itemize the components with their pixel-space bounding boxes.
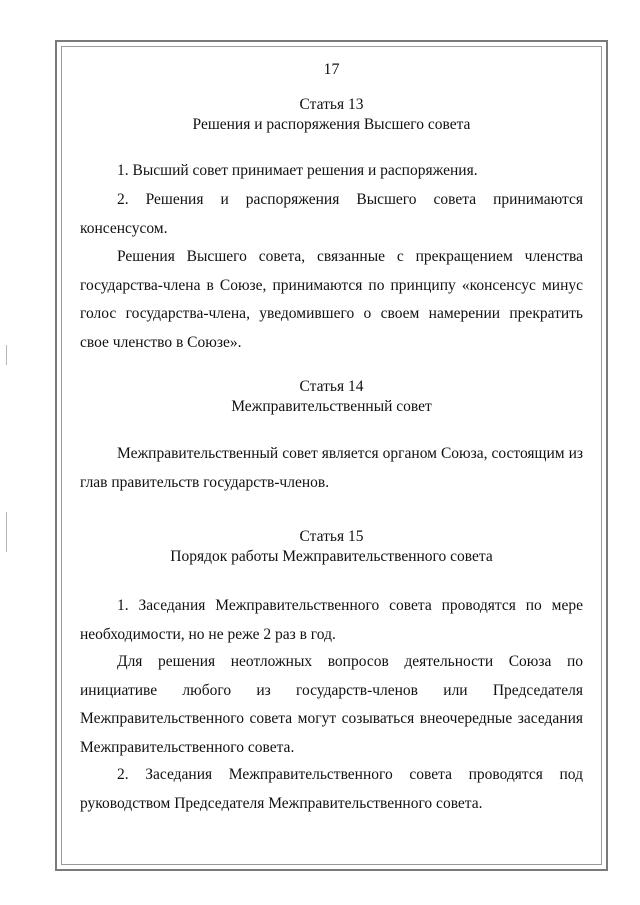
article-13-heading [55, 95, 608, 135]
page-number: 17 [323, 61, 340, 78]
article-14-heading [55, 377, 608, 417]
scan-margin-mark [6, 512, 7, 552]
article-15-paragraph-2: Для решения неотложных вопросов деятельности Союза по инициативе любого из государств-членов или Председателя Межправительственного совета могут созываться внеочередные заседания Межправительственного совета. [80, 653, 583, 756]
article-15-number: Статья 15 [299, 528, 364, 545]
article-13-paragraph-3: Решения Высшего совета, связанные с прекращением членства государства-члена в Союзе, принимаются по принципу «консенсус минус голос государства-члена, уведомившего о своем намерении прекратить свое членство в Союзе». [80, 248, 583, 351]
article-15-title: Порядок работы Межправительственного совета [170, 548, 493, 565]
article-14-title: Межправительственный совет [231, 398, 432, 415]
article-15-heading [55, 527, 608, 567]
article-13-number: Статья 13 [299, 96, 364, 113]
article-14-number: Статья 14 [299, 378, 364, 395]
article-13-paragraph-1: 1. Высший совет принимает решения и распоряжения. [117, 162, 478, 179]
article-13-paragraph-2: 2. Решения и распоряжения Высшего совета принимаются консенсусом. [80, 191, 583, 237]
article-14-paragraph-1: Межправительственный совет является органом Союза, состоящим из глав правительств государств-членов. [80, 445, 583, 491]
article-13-title: Решения и распоряжения Высшего совета [192, 116, 471, 133]
article-15-paragraph-1: 1. Заседания Межправительственного совета проводятся по мере необходимости, но не реже 2 раз в год. [80, 597, 583, 643]
scan-margin-mark [6, 345, 7, 365]
article-15-paragraph-3: 2. Заседания Межправительственного совета проводятся под руководством Председателя Межправительственного совета. [80, 766, 583, 812]
